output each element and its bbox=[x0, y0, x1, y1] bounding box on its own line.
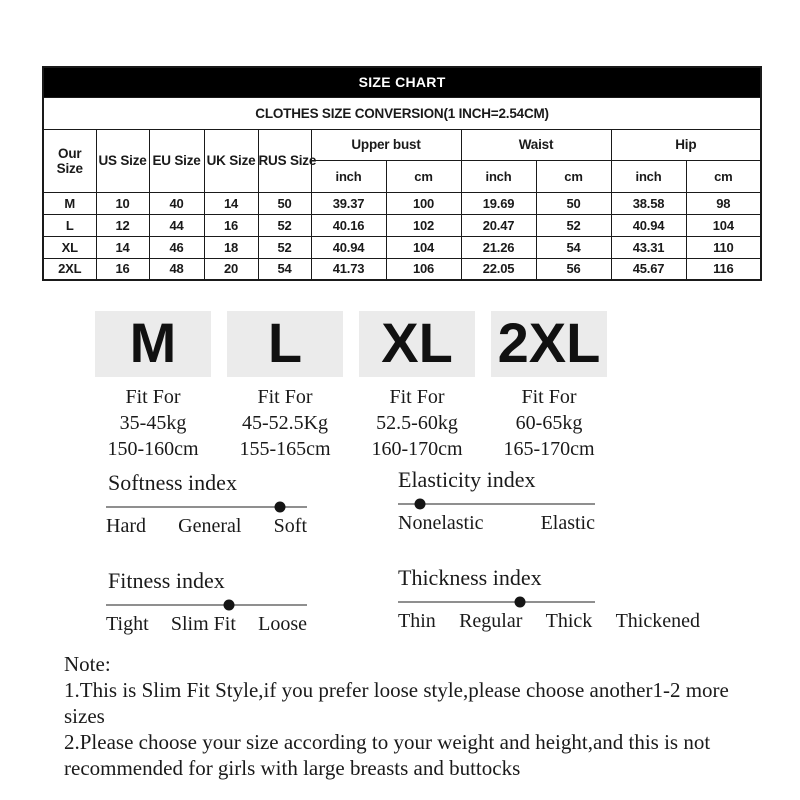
softness-label-hard: Hard bbox=[106, 515, 146, 537]
fit-for-label: Fit For bbox=[125, 386, 181, 408]
cell: 20 bbox=[204, 258, 258, 280]
fit-weight: 52.5-60kg bbox=[376, 412, 458, 434]
col-header-upper-bust: Upper bust bbox=[311, 129, 461, 160]
fit-weight: 60-65kg bbox=[515, 412, 583, 434]
fit-for-label: Fit For bbox=[257, 386, 313, 408]
elasticity-label-elastic: Elastic bbox=[540, 512, 595, 534]
cell: 52 bbox=[258, 236, 311, 258]
cell: 45.67 bbox=[611, 258, 686, 280]
unit-bust-inch: inch bbox=[311, 160, 386, 192]
cell: 12 bbox=[96, 214, 149, 236]
cell: 38.58 bbox=[611, 192, 686, 214]
col-header-our-size: Our Size bbox=[43, 129, 96, 192]
thickness-label-thin: Thin bbox=[398, 610, 436, 632]
cell: 43.31 bbox=[611, 236, 686, 258]
note-item-1: 1.This is Slim Fit Style,if you prefer loose style,please choose another1-2 more sizes bbox=[64, 678, 729, 728]
elasticity-label-nonelastic: Nonelastic bbox=[398, 512, 484, 534]
fit-height: 160-170cm bbox=[371, 438, 463, 460]
fit-height: 155-165cm bbox=[239, 438, 331, 460]
table-row-m bbox=[43, 192, 761, 214]
cell: 20.47 bbox=[461, 214, 536, 236]
thickness-index bbox=[398, 565, 700, 633]
table-row-l bbox=[43, 214, 761, 236]
cell: 50 bbox=[258, 192, 311, 214]
slider-line bbox=[398, 601, 595, 603]
cell: 18 bbox=[204, 236, 258, 258]
col-header-eu-size: EU Size bbox=[149, 129, 204, 192]
elasticity-index-title: Elasticity index bbox=[398, 467, 536, 492]
slider-dot bbox=[414, 499, 425, 510]
slider-dot bbox=[223, 600, 234, 611]
thickness-slider bbox=[398, 596, 595, 608]
cell: 14 bbox=[204, 192, 258, 214]
softness-label-soft: Soft bbox=[273, 515, 307, 537]
fit-for-label: Fit For bbox=[389, 386, 445, 408]
cell: 40 bbox=[149, 192, 204, 214]
table-row-2xl bbox=[43, 258, 761, 280]
size-letter-m: M bbox=[95, 311, 211, 377]
note-item-2: 2.Please choose your size according to your weight and height,and this is not recommended for girls with large breasts and buttocks bbox=[64, 730, 711, 780]
size-fit-cards bbox=[87, 311, 615, 462]
cell: 52 bbox=[536, 214, 611, 236]
cell: 106 bbox=[386, 258, 461, 280]
elasticity-index bbox=[398, 467, 595, 535]
fit-height: 150-160cm bbox=[107, 438, 199, 460]
col-header-us-size: US Size bbox=[96, 129, 149, 192]
fit-height: 165-170cm bbox=[503, 438, 595, 460]
unit-waist-inch: inch bbox=[461, 160, 536, 192]
fitness-index-title: Fitness index bbox=[108, 568, 225, 593]
cell: 56 bbox=[536, 258, 611, 280]
thickness-label-thickened: Thickened bbox=[615, 610, 700, 632]
fit-for-label: Fit For bbox=[521, 386, 577, 408]
cell: 98 bbox=[686, 192, 761, 214]
unit-bust-cm: cm bbox=[386, 160, 461, 192]
col-header-waist: Waist bbox=[461, 129, 611, 160]
cell: 40.94 bbox=[311, 236, 386, 258]
cell: 40.94 bbox=[611, 214, 686, 236]
fit-weight: 35-45kg bbox=[119, 412, 187, 434]
size-card-l bbox=[219, 311, 351, 462]
col-header-uk-size: UK Size bbox=[204, 129, 258, 192]
softness-slider bbox=[106, 501, 307, 513]
cell: 54 bbox=[536, 236, 611, 258]
cell: L bbox=[43, 214, 96, 236]
slider-line bbox=[106, 604, 307, 606]
fitness-label-tight: Tight bbox=[106, 613, 149, 635]
thickness-label-thick: Thick bbox=[545, 610, 593, 632]
size-card-m bbox=[87, 311, 219, 462]
slider-dot bbox=[515, 597, 526, 608]
cell: 116 bbox=[686, 258, 761, 280]
cell: 14 bbox=[96, 236, 149, 258]
size-card-xl bbox=[351, 311, 483, 462]
cell: 50 bbox=[536, 192, 611, 214]
cell: 2XL bbox=[43, 258, 96, 280]
cell: 10 bbox=[96, 192, 149, 214]
cell: 46 bbox=[149, 236, 204, 258]
softness-index-title: Softness index bbox=[108, 470, 237, 495]
cell: M bbox=[43, 192, 96, 214]
cell: 48 bbox=[149, 258, 204, 280]
cell: 104 bbox=[686, 214, 761, 236]
cell: 21.26 bbox=[461, 236, 536, 258]
fitness-index bbox=[106, 568, 307, 636]
elasticity-slider bbox=[398, 498, 595, 510]
softness-label-general: General bbox=[178, 515, 242, 537]
cell: 40.16 bbox=[311, 214, 386, 236]
cell: 100 bbox=[386, 192, 461, 214]
unit-hip-inch: inch bbox=[611, 160, 686, 192]
size-card-2xl bbox=[483, 311, 615, 462]
col-header-rus-size: RUS Size bbox=[258, 129, 311, 192]
unit-hip-cm: cm bbox=[686, 160, 761, 192]
cell: XL bbox=[43, 236, 96, 258]
table-title: SIZE CHART bbox=[43, 67, 761, 97]
slider-line bbox=[398, 503, 595, 505]
thickness-label-regular: Regular bbox=[459, 610, 523, 632]
cell: 41.73 bbox=[311, 258, 386, 280]
thickness-index-title: Thickness index bbox=[398, 565, 542, 590]
table-subtitle: CLOTHES SIZE CONVERSION(1 INCH=2.54CM) bbox=[43, 97, 761, 129]
size-letter-xl: XL bbox=[359, 311, 475, 377]
col-header-hip: Hip bbox=[611, 129, 761, 160]
table-row-xl bbox=[43, 236, 761, 258]
cell: 39.37 bbox=[311, 192, 386, 214]
fit-weight: 45-52.5Kg bbox=[241, 412, 329, 434]
unit-waist-cm: cm bbox=[536, 160, 611, 192]
fitness-label-slim-fit: Slim Fit bbox=[170, 613, 236, 635]
cell: 16 bbox=[204, 214, 258, 236]
cell: 54 bbox=[258, 258, 311, 280]
cell: 102 bbox=[386, 214, 461, 236]
cell: 16 bbox=[96, 258, 149, 280]
cell: 104 bbox=[386, 236, 461, 258]
cell: 19.69 bbox=[461, 192, 536, 214]
fitness-slider bbox=[106, 599, 307, 611]
cell: 22.05 bbox=[461, 258, 536, 280]
cell: 110 bbox=[686, 236, 761, 258]
cell: 44 bbox=[149, 214, 204, 236]
note-title: Note: bbox=[64, 652, 111, 676]
size-letter-l: L bbox=[227, 311, 343, 377]
fitness-label-loose: Loose bbox=[258, 613, 307, 635]
softness-index bbox=[106, 470, 307, 538]
note-section bbox=[64, 651, 770, 781]
size-chart-table bbox=[42, 66, 762, 281]
size-letter-2xl: 2XL bbox=[491, 311, 607, 377]
slider-dot bbox=[274, 502, 285, 513]
cell: 52 bbox=[258, 214, 311, 236]
